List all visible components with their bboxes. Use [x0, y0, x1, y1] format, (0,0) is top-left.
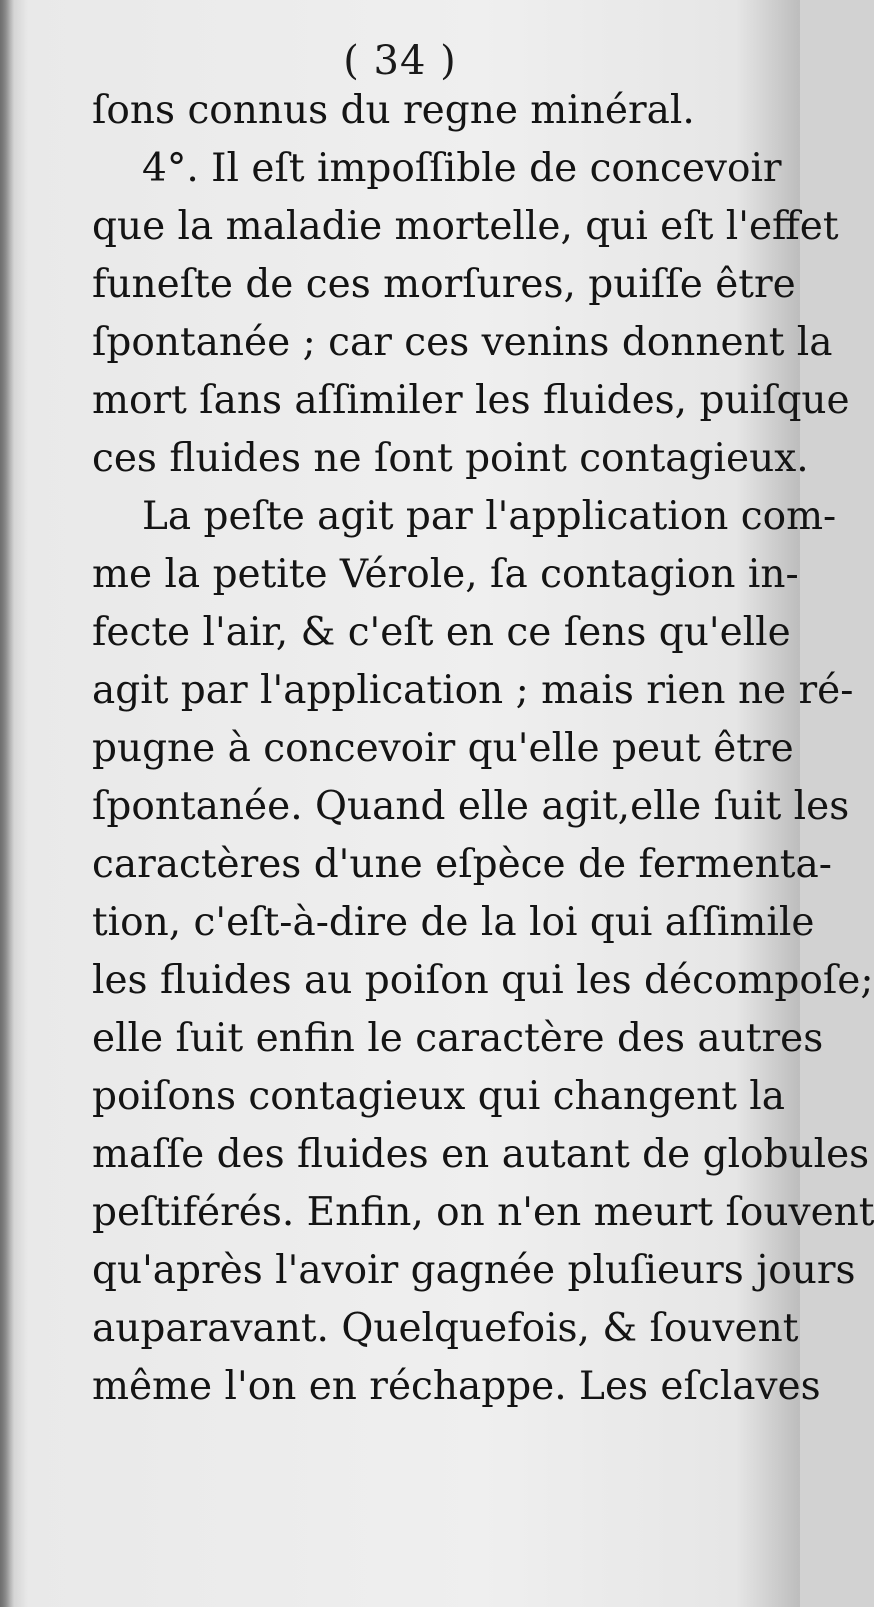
- text-line: même l'on en réchappe. Les eſclaves: [92, 1364, 821, 1409]
- page-number: ( 34 ): [343, 38, 457, 84]
- text-line: mort ſans aſſimiler les fluides, puiſque: [92, 378, 850, 423]
- text-line: pugne à concevoir qu'elle peut être: [92, 726, 794, 771]
- text-line: 4°. Il eſt impoſſible de concevoir: [142, 146, 782, 191]
- text-line: que la maladie mortelle, qui eſt l'effet: [92, 204, 839, 249]
- text-line: caractères d'une eſpèce de fermenta-: [92, 842, 832, 887]
- text-line: ſons connus du regne minéral.: [92, 88, 695, 133]
- text-line: qu'après l'avoir gagnée pluſieurs jours: [92, 1248, 856, 1293]
- text-line: elle ſuit enfin le caractère des autres: [92, 1016, 824, 1061]
- text-line: ſpontanée ; car ces venins donnent la: [92, 320, 833, 365]
- text-line: tion, c'eſt-à-dire de la loi qui aſſimile: [92, 900, 815, 945]
- text-line: agit par l'application ; mais rien ne ré-: [92, 668, 854, 713]
- text-line: funeſte de ces morſures, puiſſe être: [92, 262, 796, 307]
- body-text: [92, 82, 874, 1416]
- text-line: ſpontanée. Quand elle agit,elle ſuit les: [92, 784, 850, 829]
- text-line: me la petite Vérole, ſa contagion in-: [92, 552, 799, 597]
- text-line: fecte l'air, & c'eſt en ce ſens qu'elle: [92, 610, 791, 655]
- text-line: poiſons contagieux qui changent la: [92, 1074, 785, 1119]
- text-line: maſſe des fluides en autant de globules: [92, 1132, 870, 1177]
- text-line: ces fluides ne ſont point contagieux.: [92, 436, 809, 481]
- text-line: La peſte agit par l'application com-: [142, 494, 837, 539]
- text-line: les fluides au poiſon qui les décompoſe;: [92, 958, 874, 1003]
- page-gutter-shadow: [0, 0, 14, 1607]
- text-line: peſtiférés. Enfin, on n'en meurt ſouvent: [92, 1190, 874, 1235]
- text-line: auparavant. Quelquefois, & ſouvent: [92, 1306, 799, 1351]
